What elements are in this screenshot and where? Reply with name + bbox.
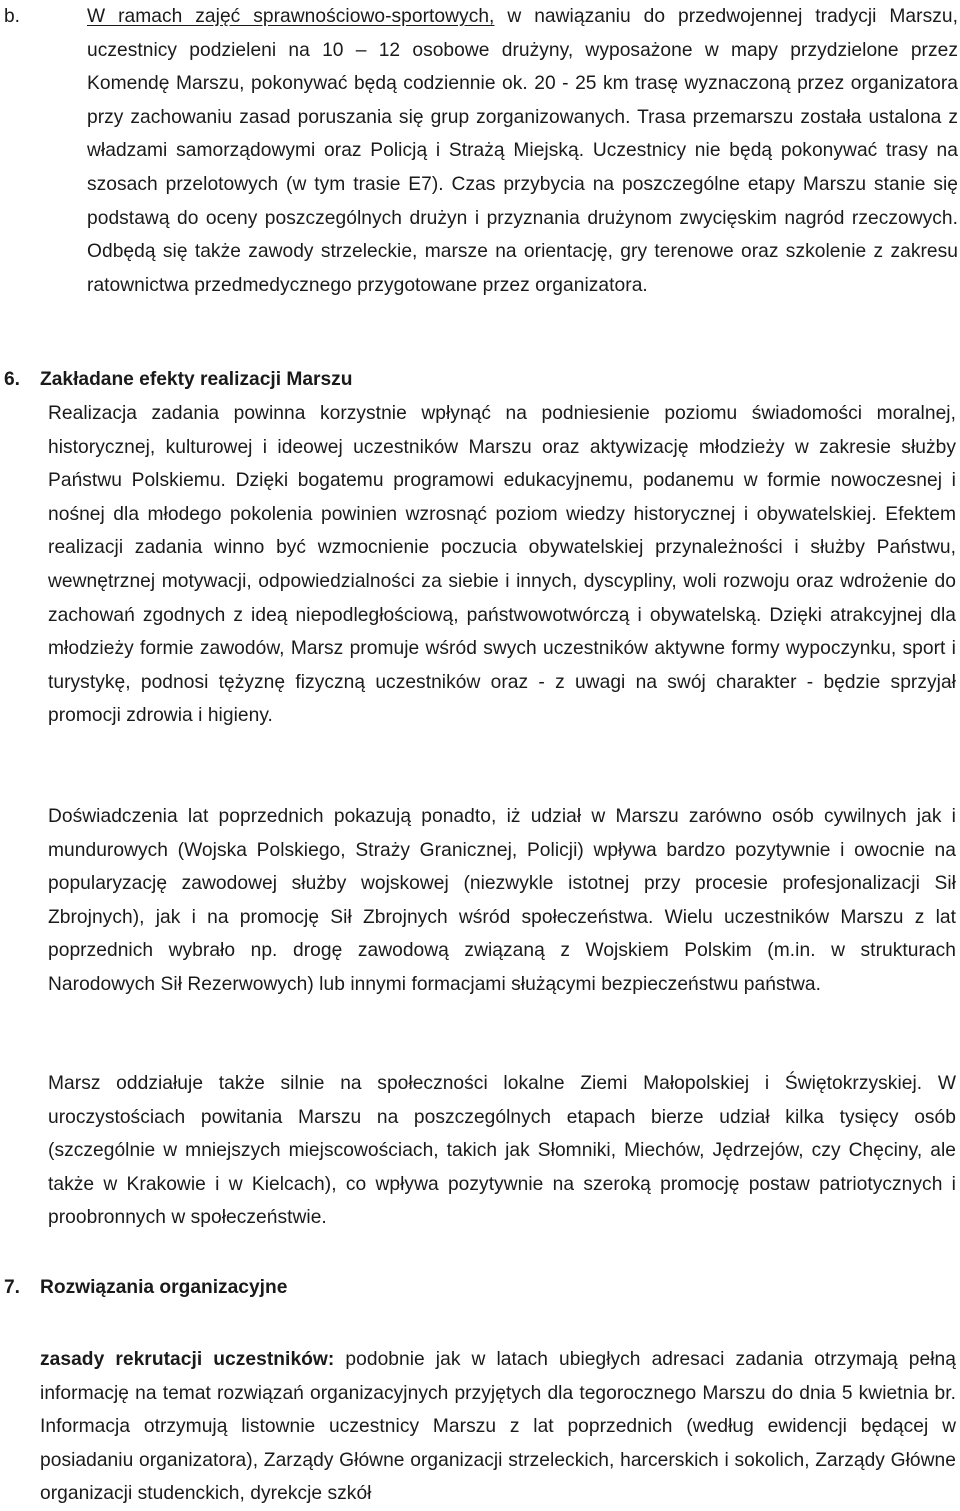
section-6-number: 6.: [4, 369, 21, 390]
section-6-paragraph-3: Marsz oddziałuje także silnie na społeczności lokalne Ziemi Małopolskiej i Świętokrzyskiej. W uroczystościach powitania Marszu na poszczególnych etapach bierze udział kilka tysięcy osób (szczególnie w mniejszych miejscowościach, takich jak Słomniki, Miechów, Jędrzejów, czy Chęciny, ale także w Krakowie i w Kielcach), co wpływa pozytywnie na szeroką promocję postaw patriotycznych i proobronnych w społeczeństwie.: [48, 1073, 956, 1229]
section-b-paragraph: [87, 0, 958, 302]
section-7-heading: [4, 1271, 504, 1305]
section-6-heading: [4, 363, 504, 397]
section-7-paragraph: [40, 1343, 956, 1511]
section-6-title: Zakładane efekty realizacji Marszu: [40, 369, 353, 390]
section-6-paragraph-2: Doświadczenia lat poprzednich pokazują ponadto, iż udział w Marszu zarówno osób cywilnych jak i mundurowych (Wojska Polskiego, Straży Granicznej, Policji) wpływa bardzo pozytywnie i owocnie na popularyzację zawodowej służby wojskowej (niezwykle istotnej przy procesie profesjonalizacji Sił Zbrojnych), jak i na promocję Sił Zbrojnych wśród społeczeństwa. Wielu uczestników Marszu z lat poprzednich wybrało np. drogę zawodową związaną z Wojskiem Polskim (m.in. w strukturach Narodowych Sił Rezerwowych) lub innymi formacjami służącymi bezpieczeństwu państwa.: [48, 806, 956, 995]
section-7-number: 7.: [4, 1277, 21, 1298]
section-6-paragraph-1: Realizacja zadania powinna korzystnie wpłynąć na podniesienie poziomu świadomości moralnej, historycznej, kulturowej i ideowej uczestników Marszu oraz aktywizację młodzieży w zakresie służby Państwu Polskiemu. Dzięki bogatemu programowi edukacyjnemu, podanemu w formie nowoczesnej i nośnej dla młodego pokolenia powinien wzrosnąć poziom wiedzy historycznej i obywatelskiej. Efektem realizacji zadania winno być wzmocnienie poczucia obywatelskiej przynależności i służby Państwu, wewnętrznej motywacji, odpowiedzialności za siebie i innych, dyscypliny, woli rozwoju oraz wdrożenie do zachowań zgodnych z ideą niepodległościową, państwowotwórczą i obywatelską. Dzięki atrakcyjnej dla młodzieży formie zawodów, Marsz promuje wśród swych uczestników aktywne formy wypoczynku, sport i turystykę, podnosi tężyznę fizyczną uczestników oraz - z uwagi na swój charakter - będzie sprzyjał promocji zdrowia i higieny.: [48, 403, 956, 727]
section-b-marker: b.: [4, 6, 21, 27]
section-7-text: podobnie jak w latach ubiegłych adresaci zadania otrzymają pełną informację na temat rozwiązań organizacyjnych przyjętych dla tegorocznego Marszu do dnia 5 kwietnia br. Informacja otrzymują listownie uczestnicy Marszu z lat poprzednich (według ewidencji będącej w posiadaniu organizatora), Zarządy Główne organizacji strzeleckich, harcerskich i sokolich, Zarządy Główne organizacji studenckich, dyrekcje szkół: [40, 1349, 956, 1505]
section-b-lead: W ramach zajęć sprawnościowo-sportowych,: [87, 6, 495, 27]
section-7-title: Rozwiązania organizacyjne: [40, 1277, 288, 1298]
section-7-lead: zasady rekrutacji uczestników:: [40, 1349, 335, 1370]
section-b-text: w nawiązaniu do przedwojennej tradycji Marszu, uczestnicy podzieleni na 10 – 12 osobowe drużyny, wyposażone w mapy przydzielone przez Komendę Marszu, pokonywać będą codziennie ok. 20 - 25 km trasę wyznaczoną przez organizatora przy zachowaniu zasad poruszania się grup zorganizowanych. Trasa przemarszu została ustalona z władzami samorządowymi oraz Policją i Strażą Miejską. Uczestnicy nie będą pokonywać trasy na szosach przelotowych (w tym trasie E7). Czas przybycia na poszczególne etapy Marszu stanie się podstawą do oceny poszczególnych drużyn i przyznania drużynom zwycięskim nagród rzeczowych. Odbędą się także zawody strzeleckie, marsze na orientację, gry terenowe oraz szkolenie z zakresu ratownictwa przedmedycznego przygotowane przez organizatora.: [87, 6, 958, 296]
